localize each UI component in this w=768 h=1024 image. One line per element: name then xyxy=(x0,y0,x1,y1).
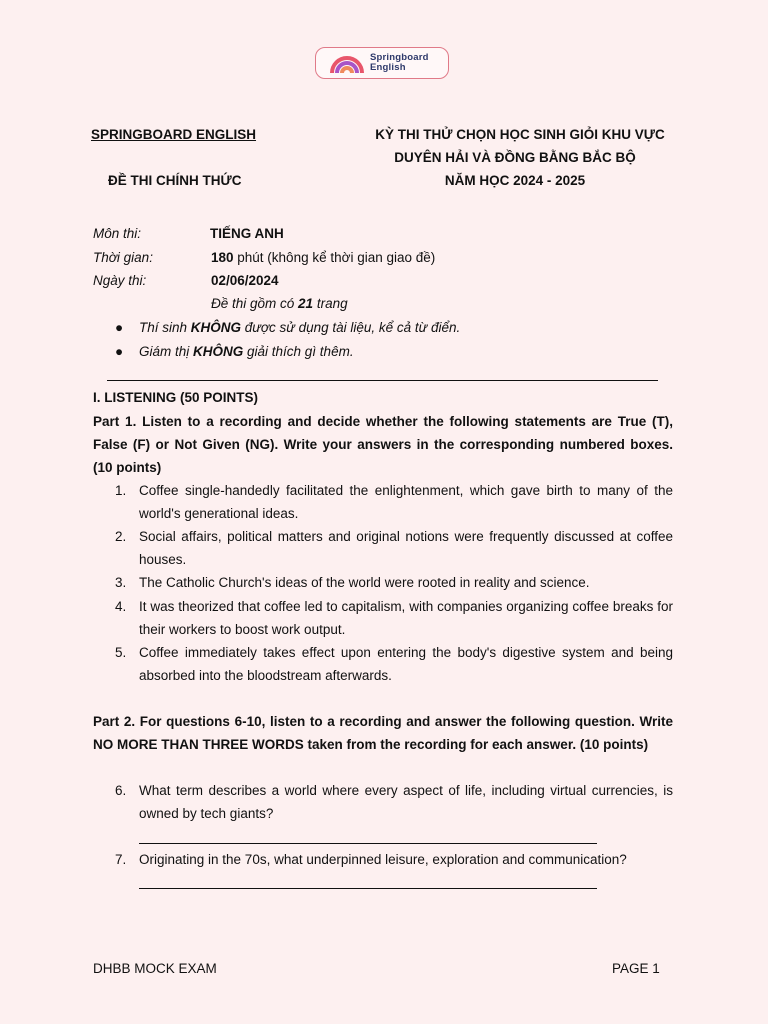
rule-text-pre: Thí sinh xyxy=(139,320,191,335)
page-number: PAGE 1 xyxy=(612,961,660,976)
item-text: Coffee immediately takes effect upon entering the body's digestive system and being absorbed into the bloodstream afterwards. xyxy=(139,645,673,684)
item-number: 6. xyxy=(115,783,127,798)
list-item xyxy=(93,641,673,687)
item-number: 3. xyxy=(115,575,127,590)
item-text: Coffee single-handedly facilitated the enlightenment, which gave birth to many of the world's generational ideas. xyxy=(139,483,673,522)
answer-line-7 xyxy=(139,888,597,889)
rule-text-pre: Giám thị xyxy=(139,344,194,359)
section-title: I. LISTENING (50 POINTS) xyxy=(93,390,259,405)
time-note: phút (không kể thời gian giao đề) xyxy=(233,250,436,265)
date-label: Ngày thi: xyxy=(93,273,147,288)
exam-title-line-1: KỲ THI THỬ CHỌN HỌC SINH GIỎI KHU VỰC xyxy=(375,127,665,142)
list-item xyxy=(93,595,673,641)
official-label: ĐỀ THI CHÍNH THỨC xyxy=(108,173,242,188)
time-minutes: 180 xyxy=(211,250,234,265)
rule-text-bold: KHÔNG xyxy=(193,344,244,359)
page-count-pre: Đề thi gồm có xyxy=(211,296,299,311)
item-number: 1. xyxy=(115,483,127,498)
page-count xyxy=(211,296,348,311)
time-value xyxy=(211,250,435,265)
rule-text-post: được sử dụng tài liệu, kể cả từ điển. xyxy=(241,320,461,335)
item-number: 5. xyxy=(115,645,127,660)
list-item xyxy=(93,525,673,571)
bullet-icon: ● xyxy=(115,320,124,335)
item-number: 7. xyxy=(115,852,127,867)
page-count-post: trang xyxy=(313,296,348,311)
list-item xyxy=(93,848,673,871)
list-item xyxy=(93,479,673,525)
page-count-number: 21 xyxy=(298,296,314,311)
item-text: The Catholic Church's ideas of the world were rooted in reality and science. xyxy=(139,575,590,590)
item-number: 4. xyxy=(115,599,127,614)
list-item xyxy=(93,779,673,825)
bullet-icon: ● xyxy=(115,344,124,359)
exam-title-line-2: DUYÊN HẢI VÀ ĐỒNG BẰNG BẮC BỘ xyxy=(394,150,636,165)
part2-instructions: Part 2. For questions 6-10, listen to a recording and answer the following question. Write NO MORE THAN THREE WORDS taken from the recording for each answer. (10 points) xyxy=(93,714,673,753)
rule-text-post: giải thích gì thêm. xyxy=(243,344,354,359)
divider-line xyxy=(107,380,658,381)
rainbow-logo-icon xyxy=(330,53,364,75)
logo-line-1: Springboard xyxy=(370,52,429,63)
logo-line-2: English xyxy=(370,62,406,73)
item-text: What term describes a world where every aspect of life, including virtual currencies, is owned by tech giants? xyxy=(139,783,673,822)
footer-left: DHBB MOCK EXAM xyxy=(93,961,217,976)
answer-line-6 xyxy=(139,843,597,844)
list-item xyxy=(93,571,673,594)
rule-text-bold: KHÔNG xyxy=(190,320,242,335)
springboard-logo xyxy=(315,47,449,79)
part1-instructions: Part 1. Listen to a recording and decide whether the following statements are True (T), False (F) or Not Given (NG). Write your answers in the corresponding numbered boxes. (10 points) xyxy=(93,414,673,476)
subject-label: Môn thi: xyxy=(93,226,142,241)
date-value: 02/06/2024 xyxy=(211,273,279,288)
item-number: 2. xyxy=(115,529,127,544)
item-text: Originating in the 70s, what underpinned leisure, exploration and communication? xyxy=(139,852,627,867)
org-name: SPRINGBOARD ENGLISH xyxy=(91,127,257,142)
subject-value: TIẾNG ANH xyxy=(210,226,284,241)
item-text: Social affairs, political matters and original notions were frequently discussed at coffee houses. xyxy=(139,529,673,568)
item-text: It was theorized that coffee led to capitalism, with companies organizing coffee breaks for their workers to boost work output. xyxy=(139,599,673,638)
exam-title-line-3: NĂM HỌC 2024 - 2025 xyxy=(444,173,586,188)
time-label: Thời gian: xyxy=(93,250,153,265)
